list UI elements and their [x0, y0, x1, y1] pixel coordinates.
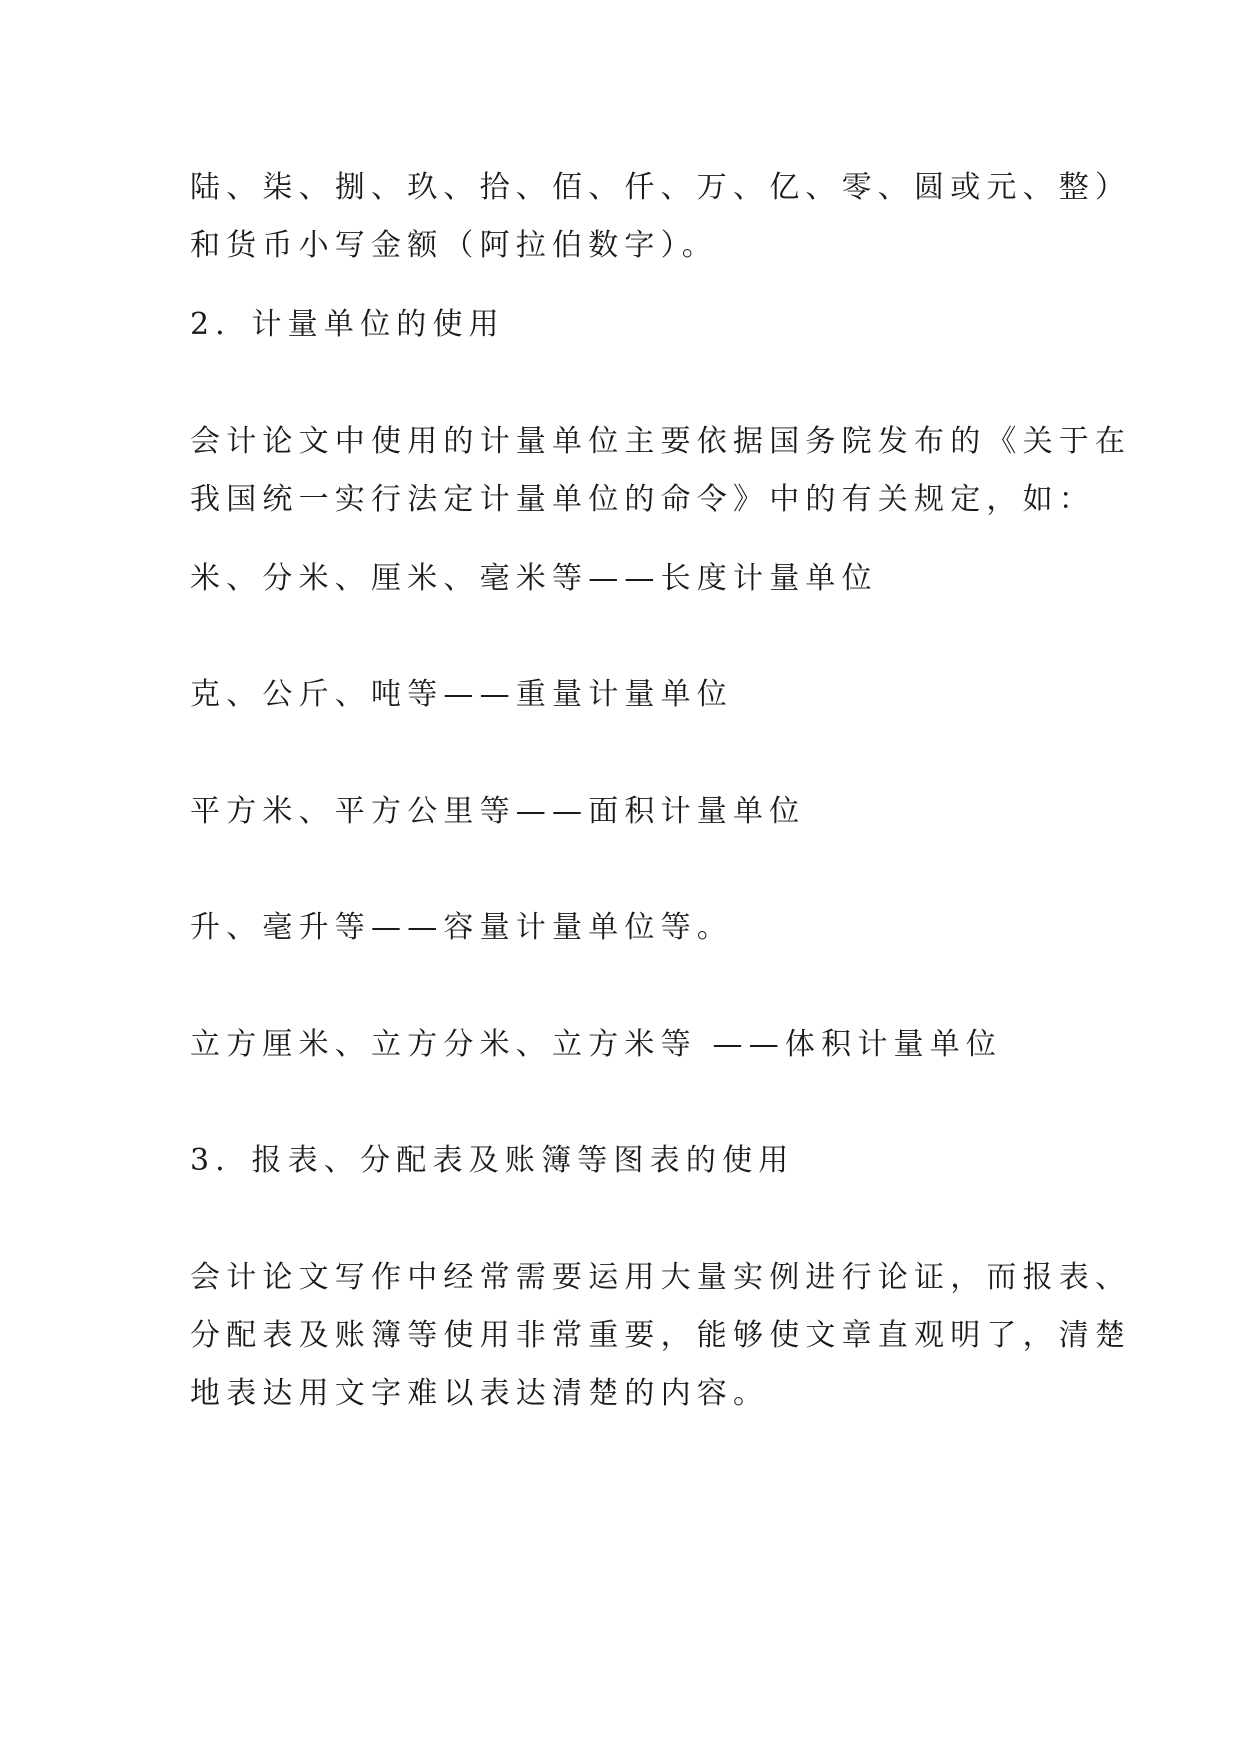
paragraph-line: 和货币小写金额（阿拉伯数字）。: [190, 228, 718, 263]
unit-text: 克、公斤、吨等——重量计量单位: [190, 677, 733, 712]
unit-text: 米、分米、厘米、毫米等——长度计量单位: [190, 561, 878, 596]
paragraph-line: 陆、柒、捌、玖、拾、佰、仟、万、亿、零、圆或元、整）: [190, 170, 1132, 205]
heading-text: 3．报表、分配表及账簿等图表的使用: [190, 1143, 795, 1178]
unit-weight-line: [190, 666, 1070, 724]
section-heading-charts: [190, 1132, 1070, 1190]
paragraph-charts-usage: [190, 1249, 1132, 1423]
unit-text: 升、毫升等——容量计量单位等。: [190, 910, 733, 945]
unit-volume-line: [190, 1016, 1070, 1074]
unit-capacity-line: [190, 899, 1070, 957]
section-heading-measurement-units: [190, 296, 1070, 354]
paragraph-line: 地表达用文字难以表达清楚的内容。: [190, 1376, 770, 1411]
unit-text: 立方厘米、立方分米、立方米等 ——体积计量单位: [190, 1027, 1003, 1062]
paragraph-line: 会计论文中使用的计量单位主要依据国务院发布的《关于在: [190, 424, 1132, 459]
paragraph-currency-continuation: [190, 159, 1132, 275]
paragraph-line: 会计论文写作中经常需要运用大量实例进行论证，而报表、: [190, 1260, 1132, 1295]
paragraph-line: 分配表及账簿等使用非常重要，能够使文章直观明了，清楚: [190, 1318, 1132, 1353]
heading-text: 2．计量单位的使用: [190, 307, 505, 342]
unit-length-line: [190, 550, 1070, 608]
paragraph-line: 我国统一实行法定计量单位的命令》中的有关规定，如：: [190, 482, 1095, 517]
paragraph-measurement-intro: [190, 413, 1132, 529]
unit-area-line: [190, 783, 1070, 841]
unit-text: 平方米、平方公里等——面积计量单位: [190, 794, 806, 829]
